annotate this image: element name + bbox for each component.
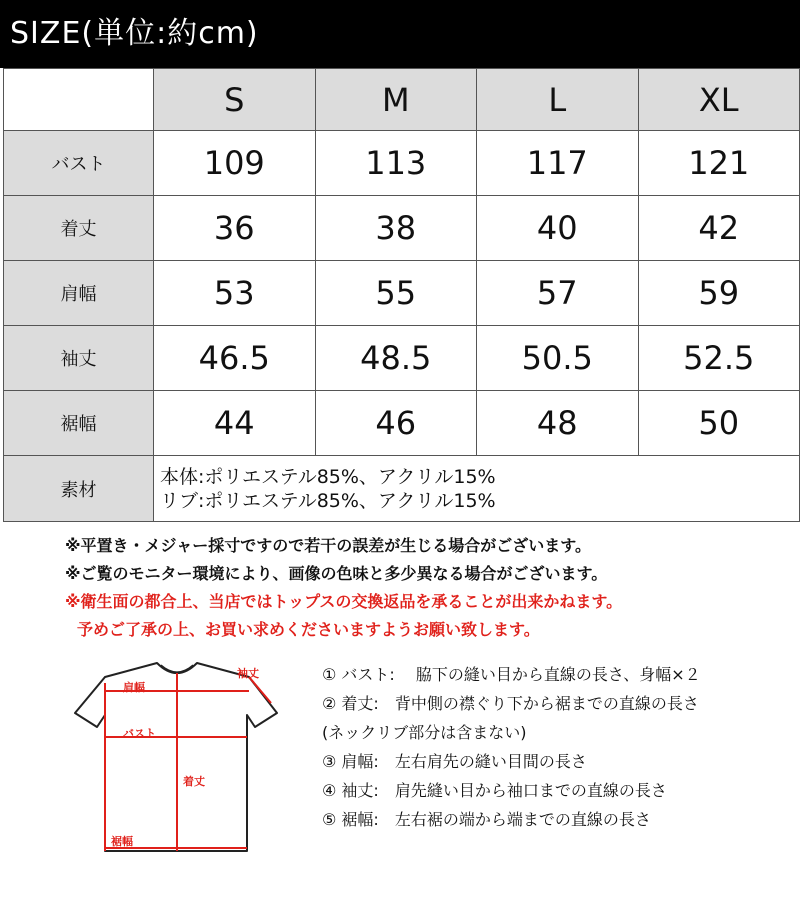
material-body: 本体:ポリエステル85%、アクリル15% [160,465,496,488]
diagram-label-length: 着丈 [183,775,205,788]
note-apology: 予めご了承の上、お買い求めくださいますようお願い致します。 [77,620,540,639]
size-table [3,68,800,522]
table-cell: 38 [315,196,477,261]
note-monitor: ※ご覧のモニター環境により、画像の色味と多少異なる場合がございます。 [65,564,608,583]
table-row [4,196,800,261]
row-label-material: 素材 [4,456,154,522]
legend-item-shoulder: ③ 肩幅: 左右肩先の縫い目間の長さ [322,752,587,771]
measurement-legend [322,660,792,834]
table-cell: 53 [154,261,316,326]
table-cell: 48.5 [315,326,477,391]
size-header-xl: XL [638,69,800,131]
size-table-title: SIZE(単位:約cm) [0,0,800,68]
legend-item-length-note: (ネックリブ部分は含まない) [322,723,527,742]
tshirt-diagram [65,655,285,860]
note-measurement: ※平置き・メジャー採寸ですので若干の誤差が生じる場合がございます。 [65,536,591,555]
table-cell: 109 [154,131,316,196]
table-cell: 55 [315,261,477,326]
material-cell [154,456,800,522]
table-cell: 46 [315,391,477,456]
diagram-label-bust: バスト [123,727,156,740]
table-cell: 117 [477,131,639,196]
row-label-bust: バスト [4,131,154,196]
table-cell: 113 [315,131,477,196]
note-hygiene: ※衛生面の都合上、当店ではトップスの交換返品を承ることが出来かねます。 [65,592,623,611]
table-cell: 121 [638,131,800,196]
row-label-length: 着丈 [4,196,154,261]
tshirt-outline-icon [65,655,285,860]
row-label-sleeve: 袖丈 [4,326,154,391]
size-header-s: S [154,69,316,131]
row-label-hem: 裾幅 [4,391,154,456]
table-cell: 36 [154,196,316,261]
size-header-m: M [315,69,477,131]
row-label-shoulder: 肩幅 [4,261,154,326]
table-cell: 50 [638,391,800,456]
notes-section [65,532,785,644]
table-cell: 57 [477,261,639,326]
table-row [4,326,800,391]
table-cell: 59 [638,261,800,326]
legend-item-hem: ⑤ 裾幅: 左右裾の端から端までの直線の長さ [322,810,651,829]
size-header-l: L [477,69,639,131]
table-cell: 46.5 [154,326,316,391]
table-row [4,131,800,196]
corner-cell [4,69,154,131]
diagram-label-sleeve: 袖丈 [237,667,259,680]
legend-item-bust: ① バスト: 脇下の縫い目から直線の長さ、身幅×２ [322,665,701,684]
table-cell: 44 [154,391,316,456]
diagram-label-shoulder: 肩幅 [123,681,145,694]
table-cell: 40 [477,196,639,261]
diagram-label-hem: 裾幅 [111,835,133,848]
table-cell: 42 [638,196,800,261]
size-header-row [4,69,800,131]
legend-item-sleeve: ④ 袖丈: 肩先縫い目から袖口までの直線の長さ [322,781,667,800]
table-row [4,391,800,456]
material-rib: リブ:ポリエステル85%、アクリル15% [160,489,496,512]
material-row [4,456,800,522]
table-cell: 50.5 [477,326,639,391]
legend-item-length: ② 着丈: 背中側の襟ぐり下から裾までの直線の長さ [322,694,699,713]
table-cell: 52.5 [638,326,800,391]
table-row [4,261,800,326]
table-cell: 48 [477,391,639,456]
